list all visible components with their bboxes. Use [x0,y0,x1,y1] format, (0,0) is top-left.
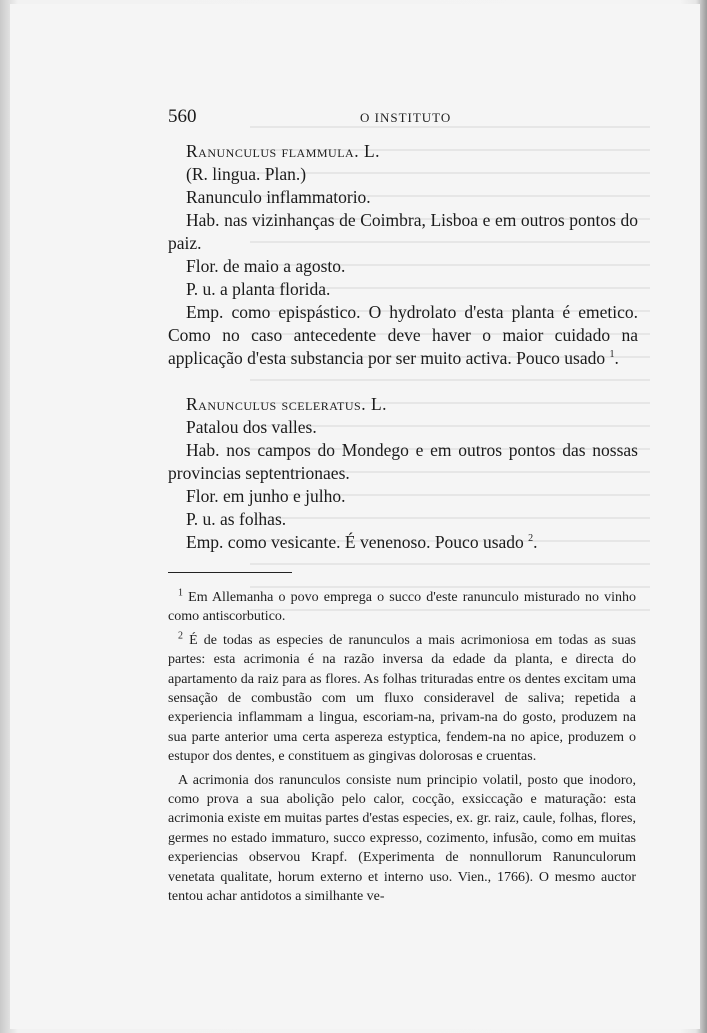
footnote-continuation [168,771,636,907]
page-header [168,106,638,130]
footnote-text: A acrimonia dos ranunculos consiste num principio volatil, posto que inodoro, como prova a sua abolição pelo calor, cocção, exsiccação e maturação: esta acrimonia existe em muitas partes d'estas especies, ex. gr. raiz, caule, folhas, flores, germes no estado immaturo, succo expresso, cozimento, infusão, como em muitas experiencias observou Krapf. (Experimenta de nonnullorum Ranunculorum venetata qualitate, horum externo et interno uso. Vien., 1766). O mesmo auctor tentou achar antidotos a similhante ve- [168,772,636,905]
flowering-line: Flor. de maio a agosto. [186,256,346,276]
part-used-line: P. u. as folhas. [186,509,287,529]
part-used-line: P. u. a planta florida. [186,279,331,299]
flowering-line: Flor. em junho e julho. [186,486,346,506]
footnote [168,588,636,627]
page-number: 560 [168,106,197,127]
usage-line: Emp. como vesicante. É venenoso. Pouco usado $^2$. [186,532,538,552]
synonym-line: (R. lingua. Plan.) [186,164,307,184]
footnote-ref: 1 [609,349,615,361]
footnote [168,631,636,767]
entry-gap [168,370,638,393]
usage-line: Emp. como epispástico. O hydrolato d'esta planta é emetico. Como no caso antecedente deve haver o maior cuidado na applicação d'esta substancia por ser muito activa. Pouco usado $^1$. [168,302,638,368]
species-heading: Ranunculus flammula. L. [186,141,381,161]
footnotes [168,588,636,907]
running-head: O INSTITUTO [360,110,452,125]
footnote-rule [168,572,292,573]
usage-text: Emp. como vesicante. É venenoso. Pouco usado [186,532,524,552]
habitat-line: Hab. nas vizinhanças de Coimbra, Lisboa e em outros pontos do paiz. [168,210,638,253]
common-name-line: Patalou dos valles. [186,417,317,437]
footnote-mark: 1 [178,587,183,599]
footnote-text: É de todas as especies de ranunculos a mais acrimoniosa em todas as suas partes: esta acrimonia é na razão inversa da edade da planta, e directa do apartamento da raiz para as flores. As folhas trituradas entre os dentes excitam uma sensação de combustão com um fluxo consideravel de saliva; repetida a experiencia inflammam a lingua, escoriam-na, privam-na do gosto, produzem na sua parte anterior uma certa aspereza estyptica, fendem-na no apice, produzem o estupor dos dentes, e constituem as gingivas dolorosas e cruentas. [168,632,636,765]
usage-text: Emp. como epispástico. O hydrolato d'esta planta é emetico. Como no caso antecedente deve haver o maior cuidado na applicação d'esta substancia por ser muito activa. Pouco usado [168,302,638,368]
main-text [168,140,638,554]
footnote-text: Em Allemanha o povo emprega o succo d'este ranunculo misturado no vinho como antiscorbutico. [168,590,636,625]
footnote-mark: 2 [178,630,183,642]
species-heading: Ranunculus sceleratus. L. [186,394,388,414]
footnote-ref: 2 [528,533,534,545]
habitat-line: Hab. nos campos do Mondego e em outros pontos das nossas provincias septentrionaes. [168,440,638,483]
common-name-line: Ranunculo inflammatorio. [186,187,371,207]
